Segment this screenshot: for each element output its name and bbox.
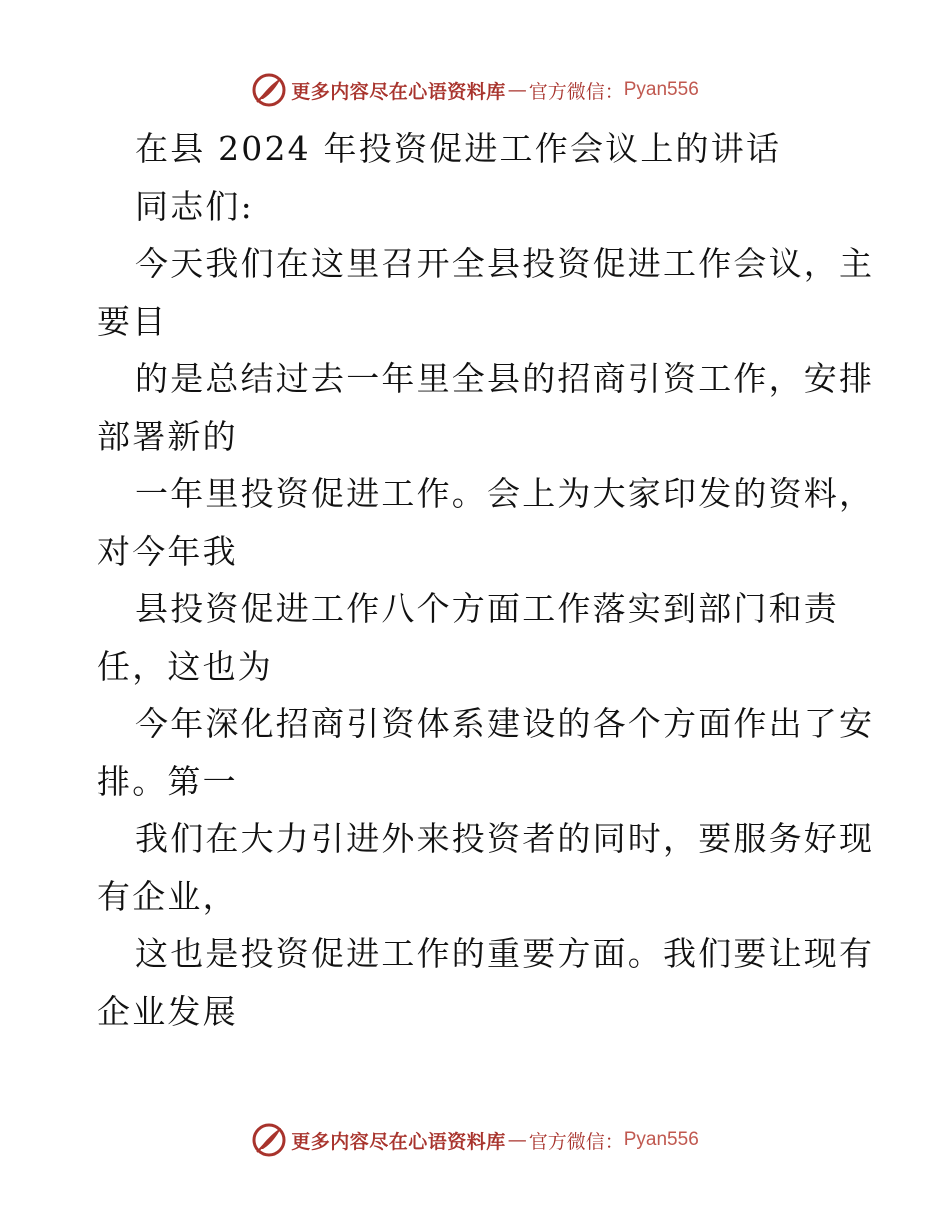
watermark-label: 官方微信： — [528, 80, 624, 103]
text-line: 这也是投资促进工作的重要方面。我们要让现有 — [135, 934, 875, 973]
watermark-brand: 更多内容尽在心语资料库 — [291, 80, 506, 103]
header-watermark — [0, 70, 950, 110]
watermark-label: 官方微信： — [528, 1130, 624, 1153]
salutation: 同志们: — [135, 186, 254, 226]
footer-watermark — [0, 1120, 950, 1160]
document-title: 在县 2024 年投资促进工作会议上的讲话 — [135, 129, 782, 168]
text-line: 任，这也为 — [97, 646, 273, 686]
watermark-brand: 更多内容尽在心语资料库 — [291, 1130, 506, 1153]
watermark-dash: — — [507, 1129, 527, 1151]
text-line: 部署新的 — [97, 416, 238, 456]
quill-logo-icon — [251, 1122, 287, 1158]
text-line: 今年深化招商引资体系建设的各个方面作出了安 — [135, 704, 875, 743]
text-line: 排。第一 — [97, 761, 238, 801]
text-line: 对今年我 — [97, 531, 238, 571]
text-line: 县投资促进工作八个方面工作落实到部门和责 — [135, 589, 839, 628]
text-line: 一年里投资促进工作。会上为大家印发的资料， — [135, 474, 875, 513]
quill-logo-icon — [251, 72, 287, 108]
text-line: 我们在大力引进外来投资者的同时，要服务好现 — [135, 819, 875, 858]
text-line: 今天我们在这里召开全县投资促进工作会议，主 — [135, 244, 875, 283]
text-line: 有企业， — [97, 876, 238, 916]
text-line: 企业发展 — [97, 991, 238, 1031]
watermark-dash: — — [507, 79, 527, 101]
text-line: 的是总结过去一年里全县的招商引资工作，安排 — [135, 359, 875, 398]
text-line: 要目 — [97, 301, 168, 341]
watermark-id: Pyan556 — [623, 79, 699, 100]
watermark-id: Pyan556 — [623, 1129, 699, 1150]
document-body — [97, 120, 875, 1040]
